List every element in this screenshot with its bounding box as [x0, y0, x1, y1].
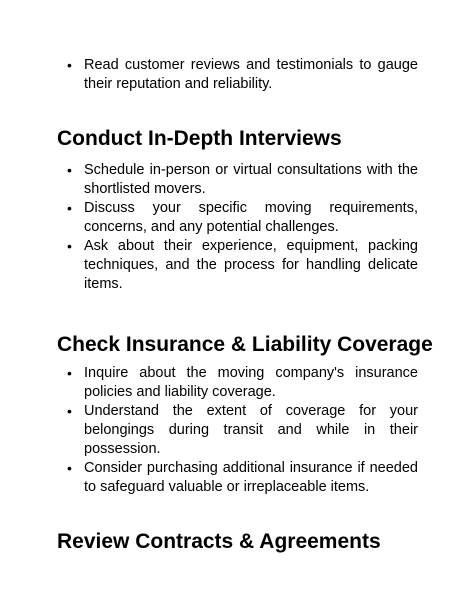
list-item: • Schedule in-person or virtual consultations with the shortlisted movers.: [57, 161, 418, 199]
section-heading-interviews: Conduct In-Depth Interviews: [57, 127, 342, 150]
section-heading-insurance: Check Insurance & Liability Coverage: [57, 333, 433, 356]
list-item: • Consider purchasing additional insurance if needed to safeguard valuable or irreplaceable items.: [57, 459, 418, 497]
list-item: • Inquire about the moving company's insurance policies and liability coverage.: [57, 364, 418, 402]
section-heading-contracts: Review Contracts & Agreements: [57, 530, 381, 553]
bullet-list-interviews: [57, 161, 418, 294]
list-item: • Discuss your specific moving requirements, concerns, and any potential challenges.: [57, 199, 418, 237]
list-item: • Read customer reviews and testimonials to gauge their reputation and reliability.: [57, 56, 418, 94]
list-item: • Understand the extent of coverage for your belongings during transit and while in their possession.: [57, 402, 418, 459]
bullet-list-reviews: [57, 56, 418, 94]
bullet-list-insurance: [57, 364, 418, 497]
list-item: • Ask about their experience, equipment, packing techniques, and the process for handling delicate items.: [57, 237, 418, 294]
